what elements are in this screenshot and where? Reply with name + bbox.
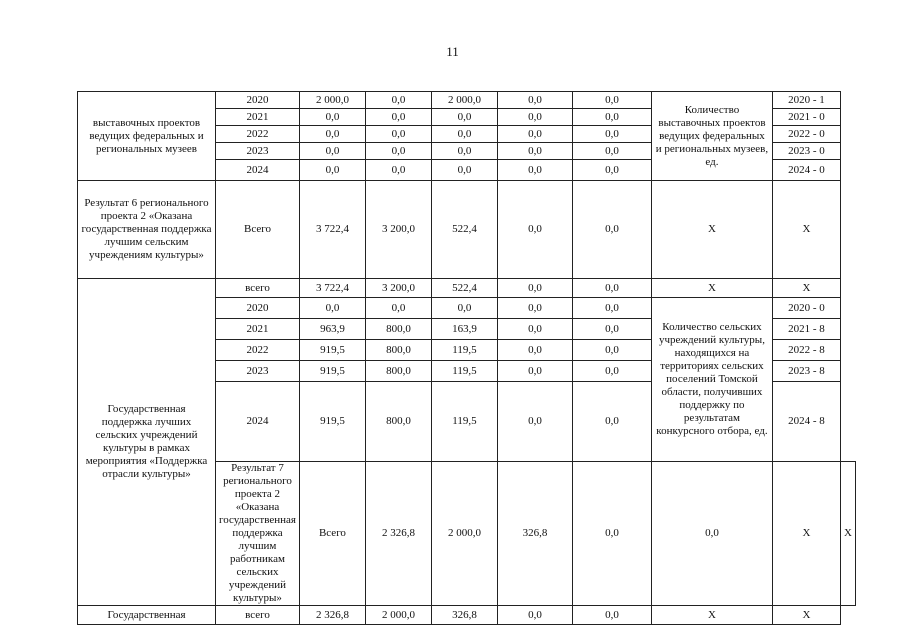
target-cell: 2023 - 0 <box>772 143 840 160</box>
municipal-cell: 0,0 <box>497 340 572 361</box>
federal-cell: 0,0 <box>365 126 431 143</box>
municipal-cell: 0,0 <box>497 606 572 625</box>
total-cell: 2 000,0 <box>299 92 365 109</box>
regional-cell: 2 000,0 <box>431 92 497 109</box>
total-cell: 0,0 <box>299 143 365 160</box>
table-row <box>78 181 856 279</box>
other-cell: 0,0 <box>572 279 651 298</box>
regional-cell: 0,0 <box>431 298 497 319</box>
municipal-cell: 0,0 <box>497 279 572 298</box>
federal-cell: 3 200,0 <box>365 181 431 279</box>
regional-cell: 326,8 <box>431 606 497 625</box>
total-cell: 2 326,8 <box>365 462 431 606</box>
total-cell: 3 722,4 <box>299 279 365 298</box>
federal-cell: 0,0 <box>365 143 431 160</box>
year-cell: 2023 <box>216 361 300 382</box>
year-cell: 2020 <box>216 92 300 109</box>
other-cell: 0,0 <box>572 298 651 319</box>
municipal-cell: 0,0 <box>497 382 572 462</box>
other-cell: 0,0 <box>572 319 651 340</box>
target-cell: 2022 - 0 <box>772 126 840 143</box>
regional-cell: 0,0 <box>431 160 497 181</box>
other-cell: 0,0 <box>572 382 651 462</box>
activity-description: Государственная <box>78 606 216 625</box>
other-cell: 0,0 <box>572 109 651 126</box>
year-cell: 2024 <box>216 382 300 462</box>
regional-cell: 0,0 <box>431 126 497 143</box>
municipal-cell: 0,0 <box>497 298 572 319</box>
federal-cell: 0,0 <box>365 92 431 109</box>
target-cell: 2021 - 8 <box>772 319 840 340</box>
target-cell: 2020 - 0 <box>772 298 840 319</box>
municipal-cell: 0,0 <box>497 126 572 143</box>
year-cell: 2020 <box>216 298 300 319</box>
target-cell: 2024 - 0 <box>772 160 840 181</box>
activity-description: Результат 6 регионального проекта 2 «Оказана государственная поддержка лучшим сельским учреждениям культуры» <box>78 181 216 279</box>
other-cell: 0,0 <box>572 181 651 279</box>
federal-cell: 2 000,0 <box>431 462 497 606</box>
target-cell: Х <box>772 606 840 625</box>
federal-cell: 0,0 <box>365 109 431 126</box>
federal-cell: 800,0 <box>365 319 431 340</box>
other-cell: 0,0 <box>572 340 651 361</box>
year-cell: 2023 <box>216 143 300 160</box>
other-cell: 0,0 <box>572 606 651 625</box>
regional-cell: 119,5 <box>431 361 497 382</box>
regional-cell: 326,8 <box>497 462 572 606</box>
federal-cell: 2 000,0 <box>365 606 431 625</box>
total-cell: 3 722,4 <box>299 181 365 279</box>
total-cell: 0,0 <box>299 160 365 181</box>
year-cell: 2021 <box>216 319 300 340</box>
activity-description: выставочных проектов ведущих федеральных и региональных музеев <box>78 92 216 181</box>
indicator-name: Х <box>651 606 772 625</box>
target-cell: 2024 - 8 <box>772 382 840 462</box>
indicator-name: Х <box>651 279 772 298</box>
federal-cell: 800,0 <box>365 361 431 382</box>
municipal-cell: 0,0 <box>497 109 572 126</box>
activity-description: Результат 7 регионального проекта 2 «Оказана государственная поддержка лучшим работникам сельских учреждений культуры» <box>216 462 300 606</box>
year-cell: Всего <box>299 462 365 606</box>
table-row <box>78 279 856 298</box>
year-cell: 2021 <box>216 109 300 126</box>
target-cell: Х <box>772 181 840 279</box>
municipal-cell: 0,0 <box>497 143 572 160</box>
total-cell: 919,5 <box>299 340 365 361</box>
other-cell: 0,0 <box>572 361 651 382</box>
activity-description: Государственная поддержка лучших сельских учреждений культуры в рамках мероприятия «Поддержка отрасли культуры» <box>78 279 216 606</box>
federal-cell: 3 200,0 <box>365 279 431 298</box>
total-cell: 919,5 <box>299 361 365 382</box>
municipal-cell: 0,0 <box>497 361 572 382</box>
page-number: 11 <box>446 44 459 59</box>
federal-cell: 0,0 <box>365 298 431 319</box>
federal-cell: 800,0 <box>365 382 431 462</box>
total-cell: 919,5 <box>299 382 365 462</box>
indicator-name: Х <box>651 181 772 279</box>
indicator-name: Х <box>772 462 840 606</box>
target-cell: 2023 - 8 <box>772 361 840 382</box>
year-cell: 2022 <box>216 126 300 143</box>
regional-cell: 522,4 <box>431 181 497 279</box>
target-cell: 2022 - 8 <box>772 340 840 361</box>
federal-cell: 800,0 <box>365 340 431 361</box>
total-cell: 963,9 <box>299 319 365 340</box>
year-cell: всего <box>216 279 300 298</box>
municipal-cell: 0,0 <box>497 92 572 109</box>
municipal-cell: 0,0 <box>497 319 572 340</box>
total-cell: 0,0 <box>299 109 365 126</box>
regional-cell: 119,5 <box>431 382 497 462</box>
other-cell: 0,0 <box>572 143 651 160</box>
total-cell: 2 326,8 <box>299 606 365 625</box>
other-cell: 0,0 <box>651 462 772 606</box>
municipal-cell: 0,0 <box>572 462 651 606</box>
target-cell: Х <box>772 279 840 298</box>
regional-cell: 163,9 <box>431 319 497 340</box>
target-cell: Х <box>840 462 855 606</box>
year-cell: 2024 <box>216 160 300 181</box>
total-cell: 0,0 <box>299 126 365 143</box>
municipal-cell: 0,0 <box>497 160 572 181</box>
municipal-cell: 0,0 <box>497 181 572 279</box>
regional-cell: 522,4 <box>431 279 497 298</box>
year-cell: всего <box>216 606 300 625</box>
indicator-name: Количество сельских учреждений культуры, находящихся на территориях сельских поселений Томской области, получивших поддержку по результатам конкурсного отбора, ед. <box>651 298 772 462</box>
table-row <box>78 606 856 625</box>
financing-table <box>77 91 856 625</box>
other-cell: 0,0 <box>572 160 651 181</box>
indicator-name: Количество выставочных проектов ведущих федеральных и региональных музеев, ед. <box>651 92 772 181</box>
regional-cell: 0,0 <box>431 143 497 160</box>
other-cell: 0,0 <box>572 92 651 109</box>
regional-cell: 0,0 <box>431 109 497 126</box>
year-cell: 2022 <box>216 340 300 361</box>
target-cell: 2020 - 1 <box>772 92 840 109</box>
regional-cell: 119,5 <box>431 340 497 361</box>
target-cell: 2021 - 0 <box>772 109 840 126</box>
other-cell: 0,0 <box>572 126 651 143</box>
total-cell: 0,0 <box>299 298 365 319</box>
table-row <box>78 92 856 109</box>
year-cell: Всего <box>216 181 300 279</box>
federal-cell: 0,0 <box>365 160 431 181</box>
